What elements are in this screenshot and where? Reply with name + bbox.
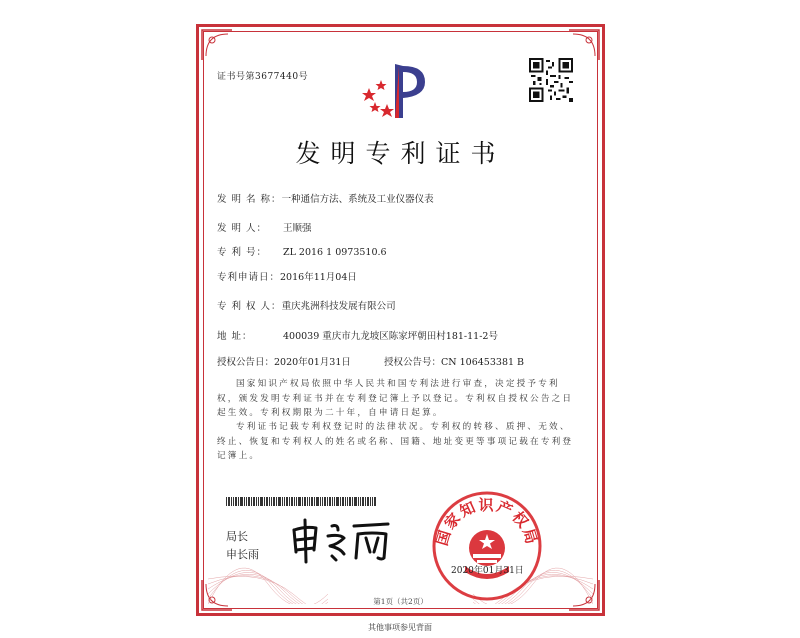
handwritten-signature bbox=[288, 514, 398, 564]
field-value: ZL 2016 1 0973510.6 bbox=[283, 247, 387, 258]
field-value: 王顺强 bbox=[283, 223, 312, 234]
patent-office-emblem-icon bbox=[359, 60, 435, 120]
signatory-title: 局长 bbox=[226, 530, 248, 543]
field-value: 2020年01月31日 bbox=[274, 357, 351, 368]
field-value: 2016年11月04日 bbox=[280, 272, 357, 283]
qr-code bbox=[529, 58, 573, 102]
back-side-note: 其他事项参见背面 bbox=[368, 623, 432, 632]
field-address bbox=[217, 328, 498, 342]
certificate-body-paragraph-1 bbox=[217, 377, 577, 421]
field-inventor bbox=[217, 220, 312, 234]
official-seal-icon bbox=[431, 490, 543, 602]
field-grant-publication bbox=[217, 354, 524, 368]
corner-ornament bbox=[200, 28, 234, 62]
paragraph-text: 国家知识产权局依照中华人民共和国专利法进行审查，决定授予专利权，颁发发明专利证书并在专利登记簿上予以登记。专利权自授权公告之日起生效。专利权期限为二十年，自申请日起算。 bbox=[217, 379, 574, 418]
paragraph-text: 专利证书记载专利权登记时的法律状况。专利权的转移、质押、无效、终止、恢复和专利权人的姓名或名称、国籍、地址变更等事项记载在专利登记簿上。 bbox=[217, 422, 574, 461]
page-number: 第1页（共2页） bbox=[373, 597, 428, 606]
seal-date: 2020年01月31日 bbox=[451, 566, 524, 576]
field-label: 发 明 名 称： bbox=[217, 194, 282, 205]
field-patentee bbox=[217, 298, 396, 312]
field-value: 一种通信方法、系统及工业仪器仪表 bbox=[281, 194, 434, 205]
certificate-title: 发明专利证书 bbox=[295, 139, 506, 168]
field-label: 专利申请日： bbox=[217, 272, 281, 283]
field-label: 授权公告号： bbox=[384, 357, 442, 368]
field-value: 重庆兆洲科技发展有限公司 bbox=[281, 301, 396, 312]
corner-ornament bbox=[567, 28, 601, 62]
patent-certificate bbox=[196, 24, 605, 616]
field-invention-name bbox=[217, 191, 434, 205]
field-label: 专 利 权 人： bbox=[217, 301, 282, 312]
certificate-number: 证书号第3677440号 bbox=[217, 72, 309, 82]
field-value: CN 106453381 B bbox=[441, 357, 525, 368]
field-value: 400039 重庆市九龙坡区陈家坪朝田村181-11-2号 bbox=[283, 331, 498, 342]
field-label: 发 明 人： bbox=[217, 223, 268, 234]
field-label: 专 利 号： bbox=[217, 247, 268, 258]
certificate-body-paragraph-2 bbox=[217, 420, 577, 464]
signatory-name: 申长雨 bbox=[226, 548, 259, 561]
field-patent-number bbox=[217, 244, 387, 258]
barcode bbox=[226, 491, 376, 500]
seal-text: 国家知识产权局 bbox=[432, 496, 542, 548]
field-application-date bbox=[217, 269, 357, 283]
field-label: 地 址： bbox=[217, 331, 253, 342]
field-label: 授权公告日： bbox=[217, 357, 275, 368]
